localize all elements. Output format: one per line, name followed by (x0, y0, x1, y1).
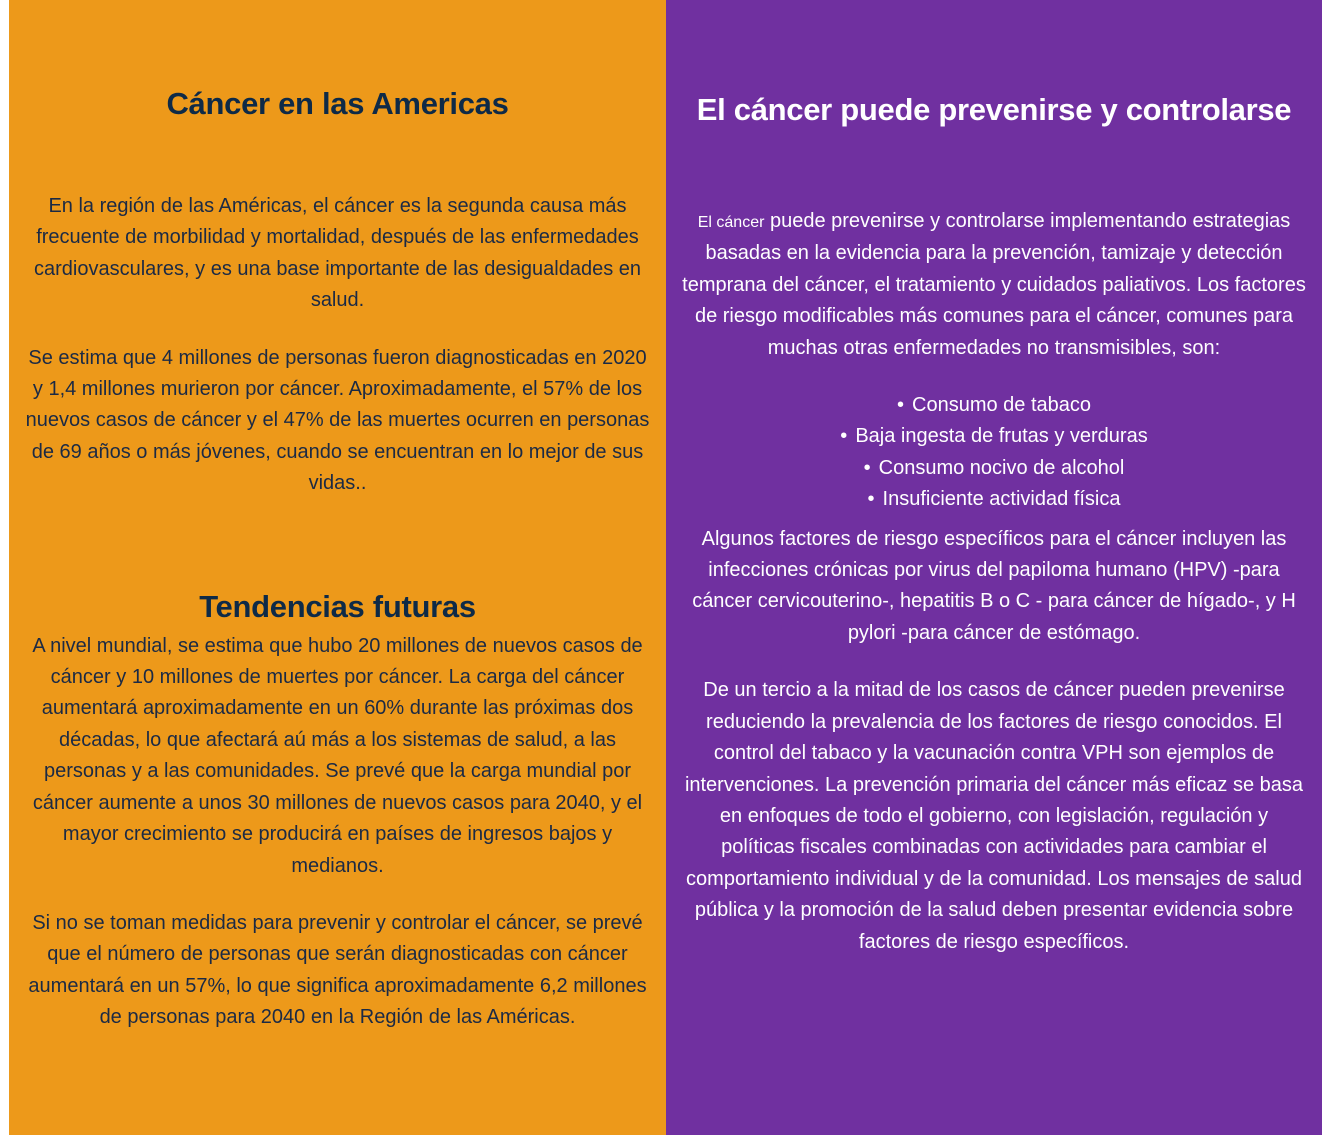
paragraph-prevention-intro (682, 206, 1306, 364)
list-item: • Baja ingesta de frutas y verduras (682, 421, 1306, 452)
page-content (9, 0, 1322, 1135)
paragraph-specific-risk-factors: Algunos factores de riesgo específicos para el cáncer incluyen las infecciones crónicas por virus del papiloma humano (HPV) -para cáncer cervicouterino-, hepatitis B o C - para cáncer de hígado-, y H pylori -para cáncer de estómago. (692, 527, 1296, 644)
paragraph-lead-text: El cáncer (697, 214, 765, 231)
left-column (9, 0, 666, 1135)
paragraph-global-trends: A nivel mundial, se estima que hubo 20 millones de nuevos casos de cáncer y 10 millones de muertes por cáncer. La carga del cáncer aumentará aproximadamente en un 60% durante las próximas dos décadas, lo que afectará aú más a los sistemas de salud, a las personas y a las comunidades. Se prevé que la carga mundial por cáncer aumente a unos 30 millones de nuevos casos para 2040, y el mayor crecimiento se producirá en países de ingresos bajos y medianos. (32, 634, 643, 877)
paragraph-intro-text: puede prevenirse y controlarse implementando estrategias basadas en la evidencia para la prevención, tamizaje y detección temprana del cáncer, el tratamiento y cuidados paliativos. Los factores de riesgo modificables más comunes para el cáncer, comunes para muchas otras enfermedades no transmisibles, son: (682, 210, 1306, 359)
paragraph-primary-prevention: De un tercio a la mitad de los casos de cáncer pueden prevenirse reduciendo la prevalencia de los factores de riesgo conocidos. El control del tabaco y la vacunación contra VPH son ejemplos de intervenciones. La prevención primaria del cáncer más eficaz se basa en enfoques de todo el gobierno, con legislación, regulación y políticas fiscales combinadas con actividades para cambiar el comportamiento individual y de la comunidad. Los mensajes de salud pública y la promoción de la salud deben presentar evidencia sobre factores de riesgo específicos. (684, 679, 1304, 953)
risk-factor-list (682, 390, 1306, 516)
list-item: • Consumo nocivo de alcohol (682, 453, 1306, 484)
list-item: • Insuficiente actividad física (682, 484, 1306, 515)
paragraph-2020-estimates: Se estima que 4 millones de personas fueron diagnosticadas en 2020 y 1,4 millones murieron por cáncer. Aproximadamente, el 57% de los nuevos casos de cáncer y el 47% de las muertes ocurren en personas de 69 años o más jóvenes, cuando se encuentran en lo mejor de sus vidas.. (25, 346, 650, 495)
heading-cancer-americas: Cáncer en las Americas (166, 86, 509, 121)
right-column (666, 0, 1322, 1135)
heading-prevention: El cáncer puede prevenirse y controlarse (696, 92, 1292, 127)
paragraph-projection-2040: Si no se toman medidas para prevenir y controlar el cáncer, se prevé que el número de personas que serán diagnosticadas con cáncer aumentará en un 57%, lo que significa aproximadamente 6,2 millones de personas para 2040 en la Región de las Américas. (28, 911, 647, 1029)
heading-future-trends: Tendencias futuras (199, 588, 476, 624)
paragraph-region-overview: En la región de las Américas, el cáncer es la segunda causa más frecuente de morbilidad y mortalidad, después de las enfermedades cardiovasculares, y es una base importante de las desigualdades en salud. (33, 195, 642, 312)
list-item: • Consumo de tabaco (682, 390, 1306, 421)
